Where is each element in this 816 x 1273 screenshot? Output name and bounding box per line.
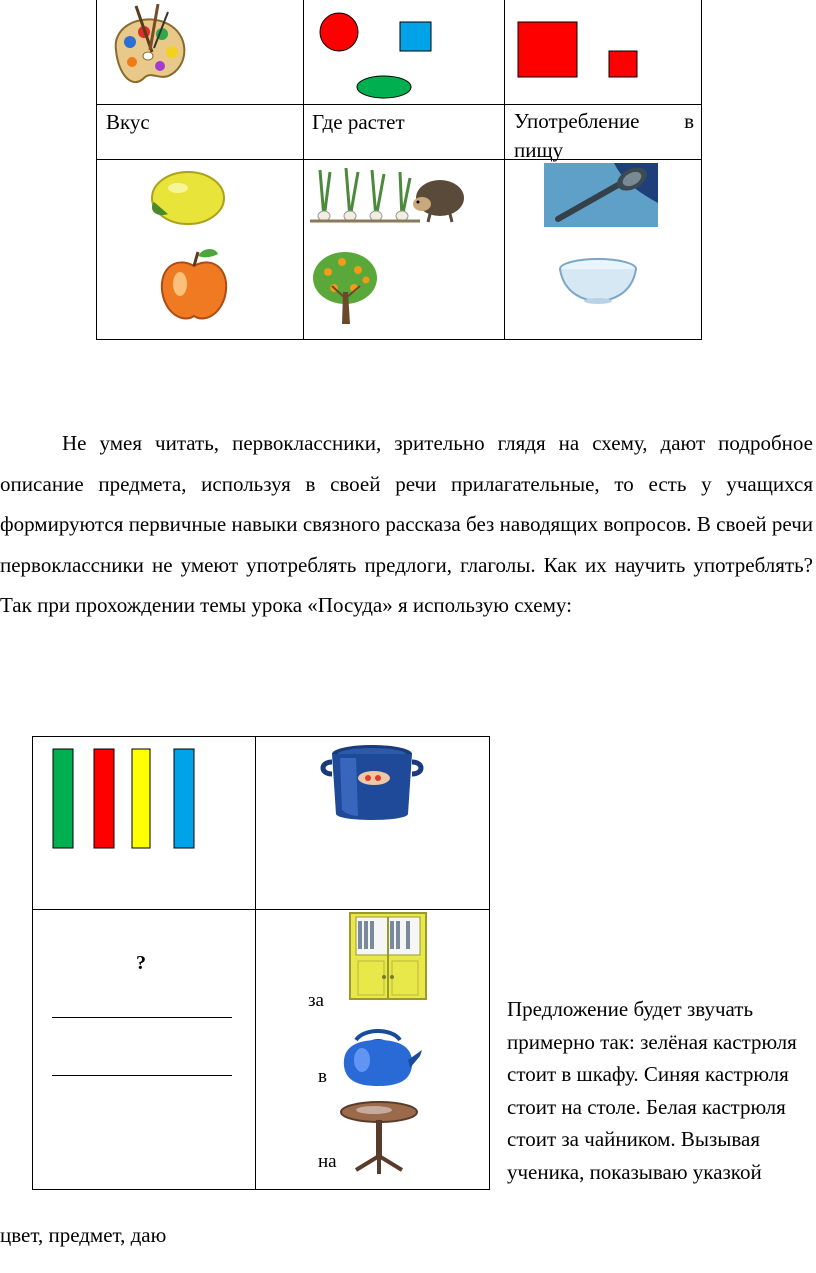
answer-line xyxy=(52,1017,232,1018)
table-icon xyxy=(338,1100,420,1176)
preposition-za: за xyxy=(308,990,324,1011)
spoon-icon xyxy=(544,163,658,227)
table-border xyxy=(255,736,256,1190)
cupboard-icon xyxy=(344,911,432,1001)
header-where-grows: Где растет xyxy=(312,110,405,134)
header-food-use: Употребление в пищу xyxy=(514,109,694,162)
header-taste: Вкус xyxy=(106,110,150,134)
example-sentence-text: Предложение будет звучать примерно так: зелёная кастрюля стоит в шкафу. Синяя кастрюля стоит на столе. Белая кастрюля стоит за чайником. Вызывая ученика, показываю указкой xyxy=(507,997,797,1184)
shapes-size-icon xyxy=(516,20,641,82)
bowl-icon xyxy=(556,255,640,305)
palette-icon xyxy=(106,4,194,90)
lemon-icon xyxy=(148,166,226,228)
continuation-text: цвет, предмет, даю xyxy=(0,1223,167,1247)
table-border xyxy=(96,104,702,105)
table-border xyxy=(96,0,97,340)
apple-icon xyxy=(158,246,230,324)
color-bars-icon xyxy=(52,748,196,850)
tree-icon xyxy=(310,248,380,326)
preposition-na: на xyxy=(318,1151,337,1172)
table-border xyxy=(96,339,702,340)
table-border xyxy=(32,1189,490,1190)
table-border xyxy=(32,909,490,910)
table-border xyxy=(701,0,702,340)
preposition-v: в xyxy=(318,1066,327,1087)
answer-line xyxy=(52,1075,232,1076)
table-border xyxy=(504,0,505,340)
table-border xyxy=(32,736,490,737)
pot-icon xyxy=(318,740,426,826)
table-border xyxy=(303,0,304,340)
table-border xyxy=(32,736,33,1190)
shapes-color-icon xyxy=(314,8,439,100)
table-border xyxy=(489,736,490,1190)
question-mark: ? xyxy=(136,952,146,974)
description-scheme-table xyxy=(96,0,702,340)
paragraph-text: Не умея читать, первоклассники, зрительно глядя на схему, дают подробное описание предмета, используя в своей речи прилагательные, то есть у учащихся формируются первичные навыки связного рассказа без наводящих вопросов. В своей речи первоклассники не умеют употреблять предлоги, глаголы. Как их научить употреблять? Так при прохождении темы урока «Посуда» я использую схему: xyxy=(0,431,813,617)
preposition-scheme-table xyxy=(32,736,490,1190)
onion-hedgehog-icon xyxy=(310,164,470,226)
body-paragraph xyxy=(0,423,813,626)
kettle-icon xyxy=(334,1026,422,1088)
